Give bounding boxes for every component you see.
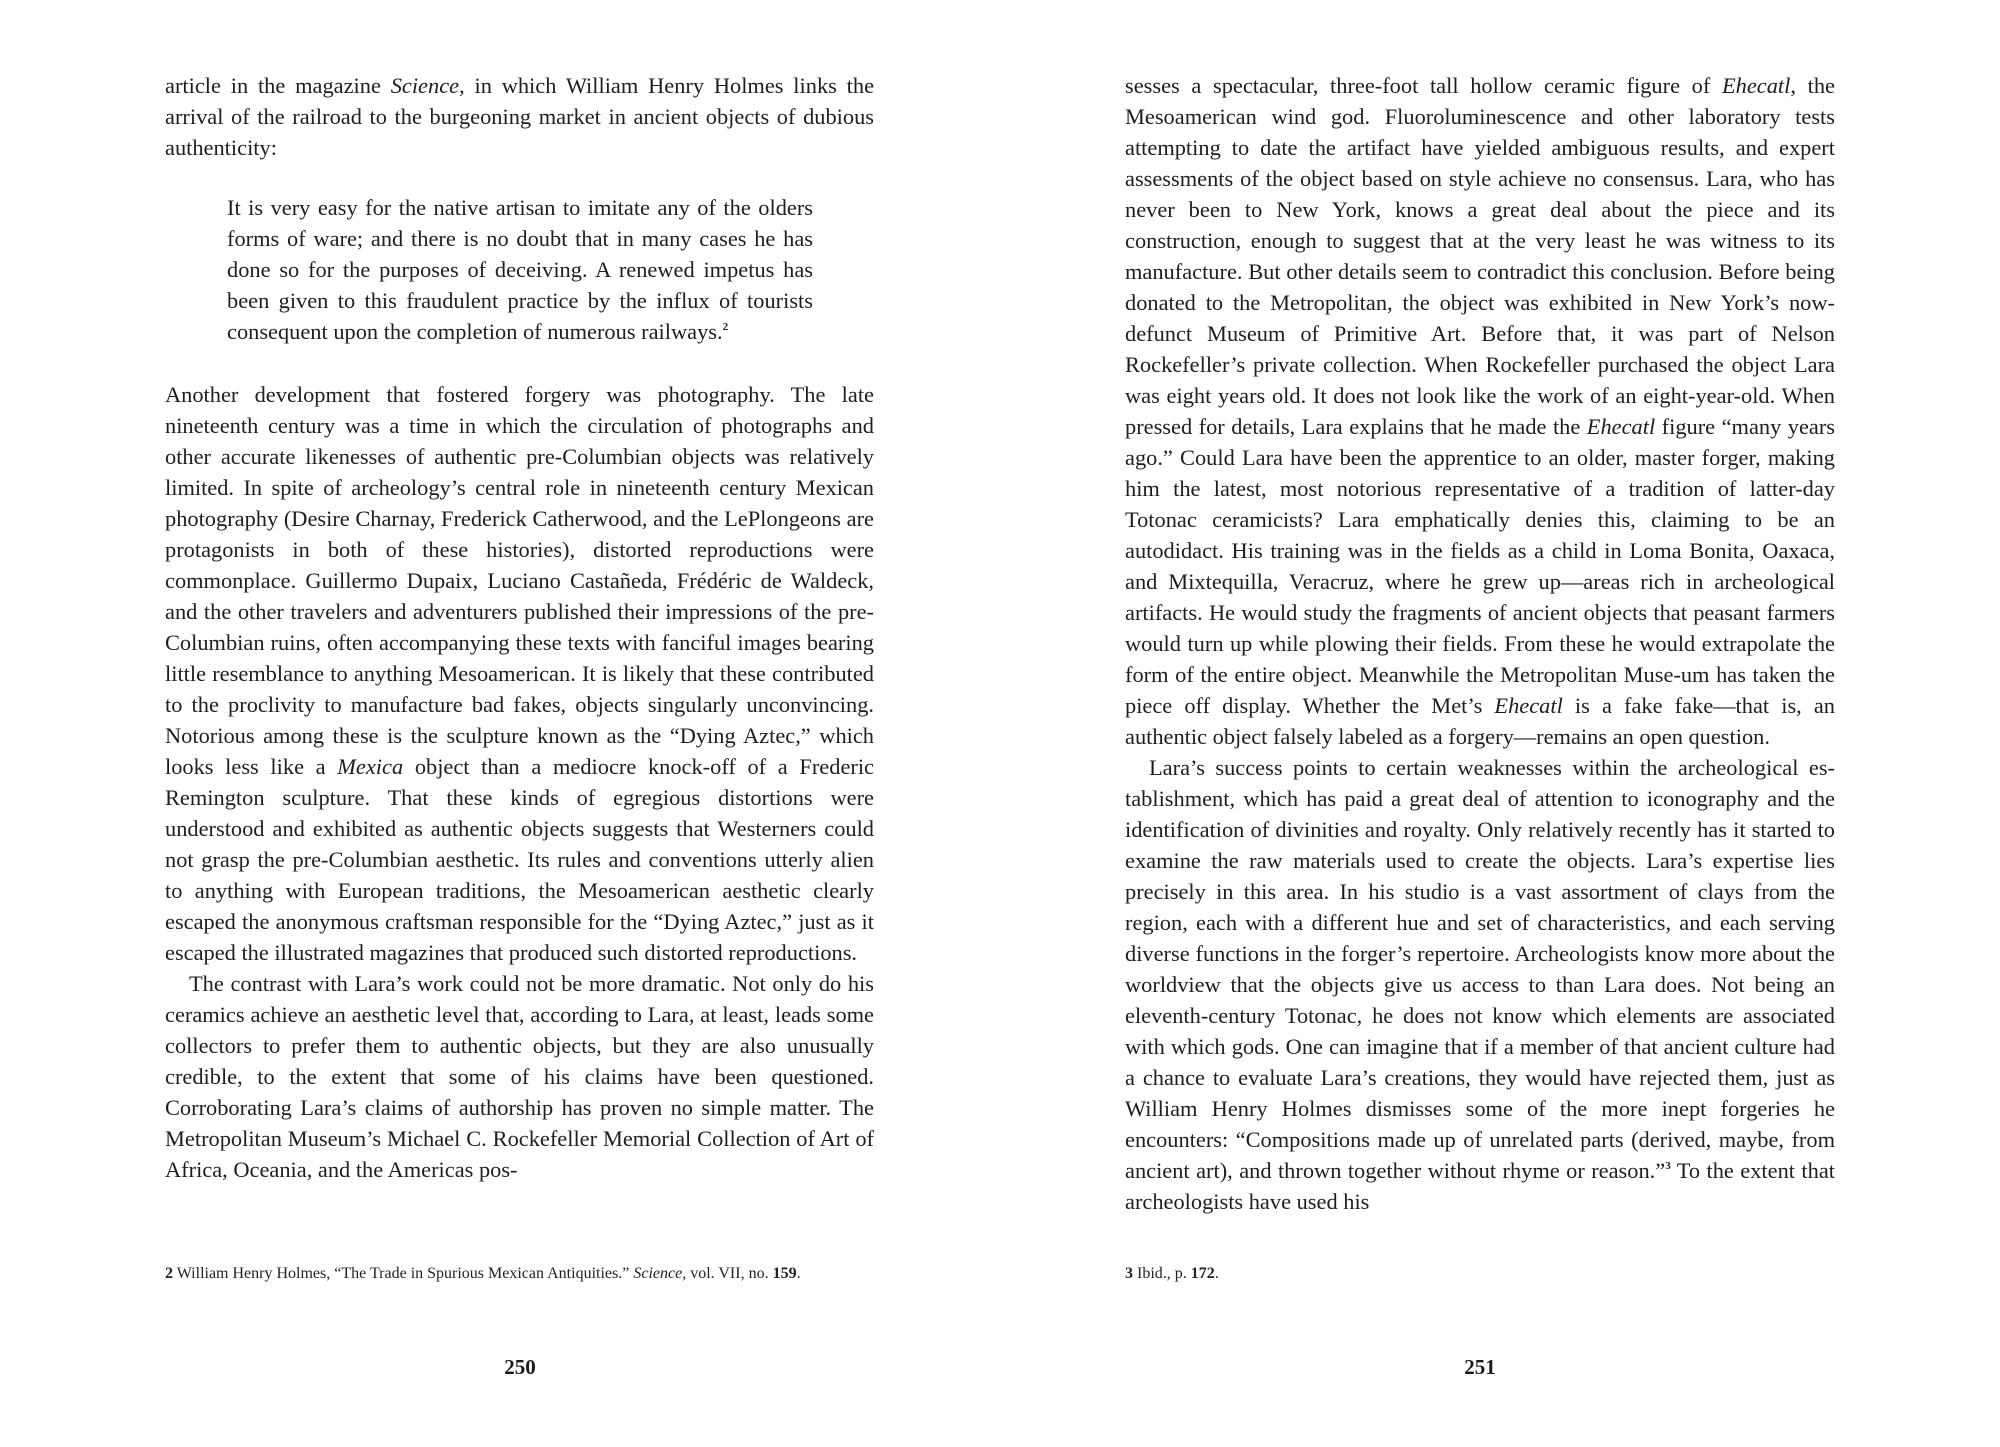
italic-term: Ehecatl: [1721, 73, 1791, 98]
right-page-body: [1125, 70, 1835, 1217]
paragraph: sesses a spectacular, three-foot tall hollow ceramic figure of Ehecatl, the Mesoamerican wind god. Fluoroluminescence and other laboratory tests attempting to date the artifact have yielded ambiguous results, and expert assessments of the object based on style achieve no consensus. Lara, who has never been to New York, knows a great deal about the piece and its construction, enough to suggest that at the very least he was witness to its manufacture. But other details seem to contradict this conclusion. Before being donated to the Metropolitan, the object was exhibited in New York’s now-defunct Museum of Primitive Art. Before that, it was part of Nelson Rockefeller’s private collection. When Rockefeller purchased the object Lara was eight years old. It does not look like the work of an eight-year-old. When pressed for details, Lara explains that he made the Ehecatl figure “many years ago.” Could Lara have been the apprentice to an older, master forger, making him the latest, most notorious representative of a tradition of latter-day Totonac ceramicists? Lara emphatically denies this, claiming to be an autodidact. His training was in the fields as a child in Loma Bonita, Oaxaca, and Mixtequilla, Veracruz, where he grew up—areas rich in archeological artifacts. He would study the fragments of ancient objects that peasant farmers would turn up while plowing their fields. From these he would extrapolate the form of the entire object. Meanwhile the Metropolitan Muse-um has taken the piece off display. Whether the Met’s Ehecatl is a fake fake—that is, an authentic object falsely labeled as a forgery—remains an open question.: [1125, 73, 1835, 749]
italic-term: Mexica: [337, 754, 404, 779]
left-page-body: [165, 70, 874, 1185]
intro-paragraph: article in the magazine Science, in which William Henry Holmes links the arrival of the railroad to the burgeoning market in ancient objects of dubious authenticity:: [165, 73, 875, 160]
page-number: 250: [504, 1355, 536, 1379]
footnote-number: 3: [1125, 1265, 1133, 1282]
paragraph: The contrast with Lara’s work could not be more dramatic. Not only do his ceramics achieve an aesthetic level that, according to Lara, at least, leads some collectors to prefer them to authentic objects, but they are also unusually credible, to the extent that some of his claims have been questioned. Corroborating Lara’s claims of authorship has proven no simple matter. The Metropolitan Museum’s Michael C. Rockefeller Memorial Collection of Art of Africa, Oceania, and the Americas pos-: [165, 971, 874, 1182]
footnote-reference[interactable]: 3: [1665, 1160, 1671, 1172]
blockquote: It is very easy for the native artisan to imitate any of the olders forms of ware; and there is no doubt that in many cases he has done so for the purposes of deceiving. A renewed impetus has been given to this fraudulent practice by the influx of tourists consequent upon the completion of numerous railways.$^2$: [227, 195, 813, 344]
paragraph: Another development that fostered forgery was photography. The late nineteenth century was a time in which the circulation of photographs and other accurate likenesses of authentic pre-Columbian objects was relatively limited. In spite of archeology’s central role in nineteenth century Mexican photography (Desire Charnay, Frederick Catherwood, and the LePlongeons are protagonists in both of these histories), distorted reproductions were commonplace. Guillermo Dupaix, Luciano Castañeda, Frédéric de Waldeck, and the other travelers and adventurers published their impressions of the pre-Columbian ruins, often accompanying these texts with fanciful images bearing little resemblance to anything Mesoamerican. It is likely that these contributed to the proclivity to manufacture bad fakes, objects singularly unconvincing. Notorious among these is the sculpture known as the “Dying Aztec,” which looks less like a Mexica object than a mediocre knock-off of a Frederic Remington sculpture. That these kinds of egregious distortions were understood and exhibited as authentic objects suggests that Westerners could not grasp the pre-Columbian aesthetic. Its rules and conventions utterly alien to anything with European traditions, the Mesoamerican aesthetic clearly escaped the anonymous craftsman responsible for the “Dying Aztec,” just as it escaped the illustrated magazines that produced such distorted reproductions.: [165, 382, 874, 965]
footnote-reference[interactable]: 2: [722, 321, 729, 333]
page-number: 251: [1464, 1355, 1496, 1379]
italic-term: Ehecatl: [1586, 414, 1656, 439]
italic-term: Ehecatl: [1494, 693, 1563, 718]
footnote: 3 Ibid., p. 172.: [1125, 1265, 1219, 1282]
footnote-number: 2: [165, 1265, 173, 1282]
paragraph: Lara’s success points to certain weaknesses within the archeological establishment, which has paid a great deal of attention to iconography and the identification of divinities and royalty. Only relatively recently has it started to examine the raw materials used to create the objects. Lara’s expertise lies precisely in this area. In his studio is a vast assortment of clays from the region, each with a different hue and set of characteristics, and each serving diverse functions in the forger’s repertoire. Archeologists know more about the worldview that the objects give us access to than Lara does. Not being an eleventh-century Totonac, he does not know which elements are associated with which gods. One can imagine that if a member of that ancient culture had a chance to evaluate Lara’s creations, they would have rejected them, just as William Henry Holmes dismisses some of the more inept forgeries he encounters: “Compositions made up of unrelated parts (derived, maybe, from ancient art), and thrown together without rhyme or reason.”$^3$ To the extent that archeologists have used his: [1125, 755, 1835, 1214]
magazine-title: Science: [390, 73, 460, 98]
footnote: 2 William Henry Holmes, “The Trade in Spurious Mexican Antiquities.” Science, vol. VII, no. 159.: [165, 1265, 801, 1282]
right-page: [1000, 0, 2000, 1447]
